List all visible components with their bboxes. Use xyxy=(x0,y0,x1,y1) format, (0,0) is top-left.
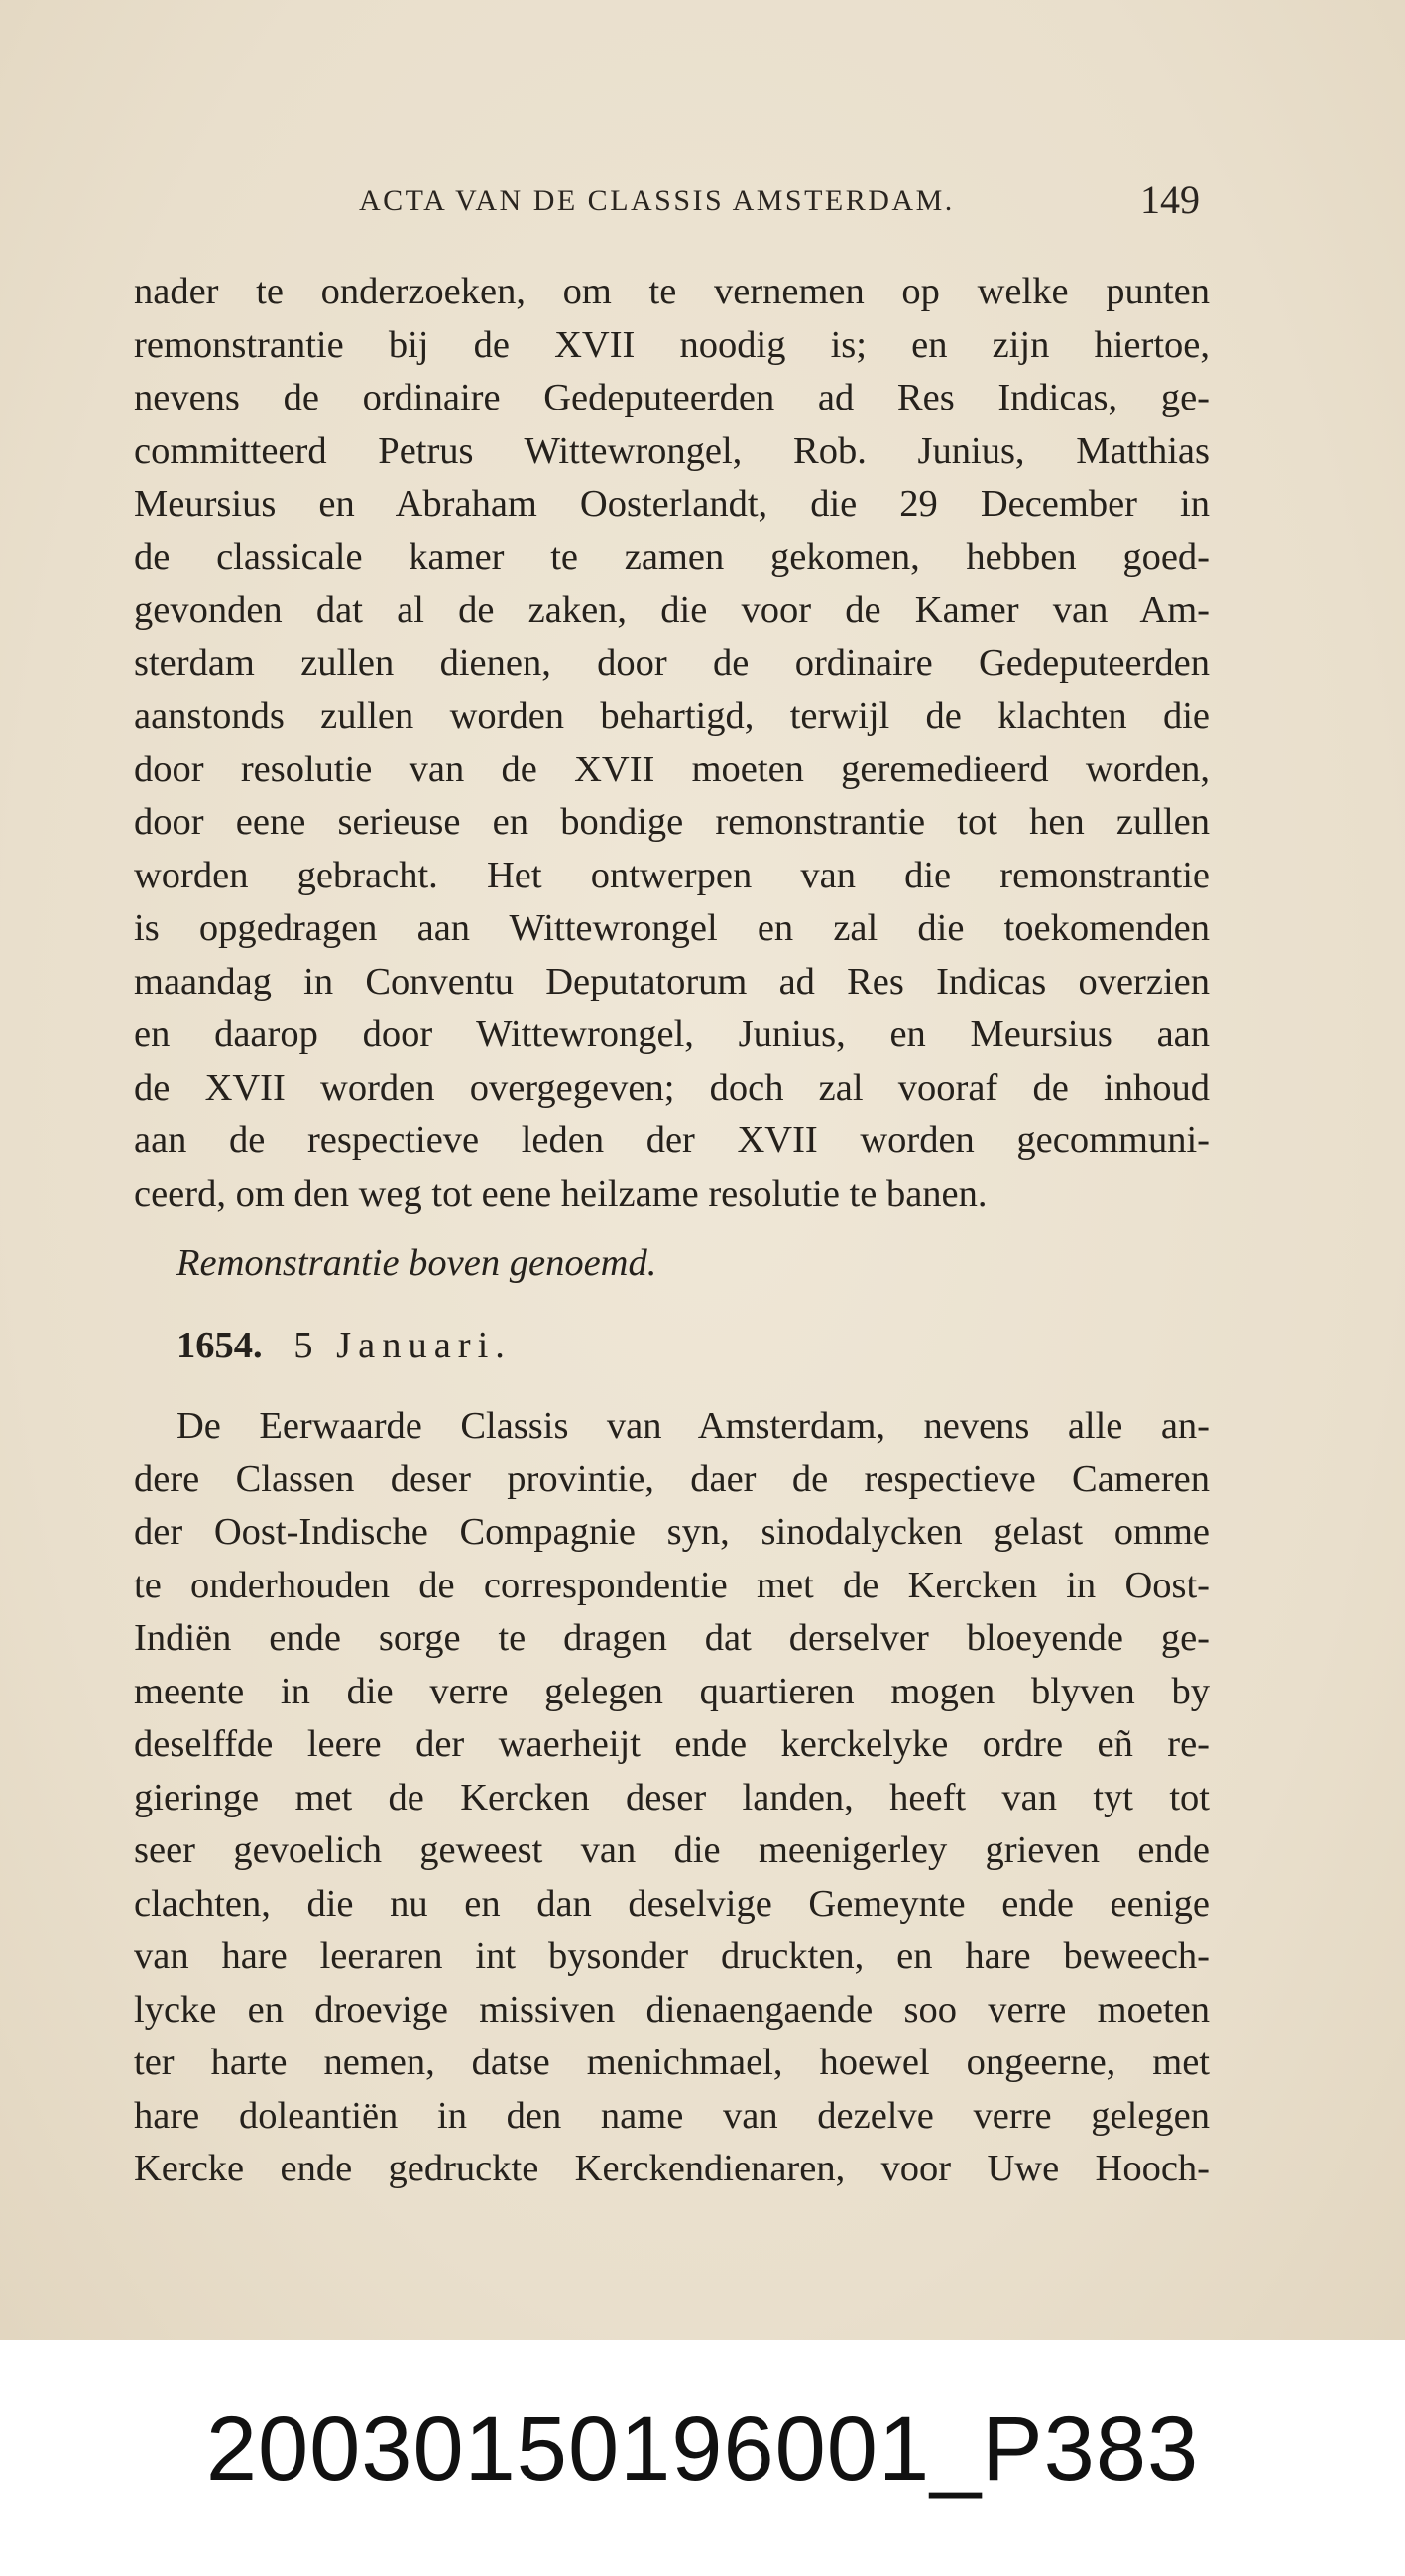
text-line: aan de respectieve leden der XVII worden gecommuni- xyxy=(134,1119,1210,1161)
text-line: en daarop door Wittewrongel, Junius, en Meursius aan xyxy=(134,1013,1210,1055)
entry-year: 1654. xyxy=(176,1325,263,1366)
text-line: deselffde leere der waerheijt ende kerckelyke ordre eñ re- xyxy=(134,1723,1210,1765)
scan-label-strip xyxy=(0,2340,1405,2576)
text-line: door resolutie van de XVII moeten geremedieerd worden, xyxy=(134,748,1210,790)
text-line: Indiën ende sorge te dragen dat derselver bloeyende ge- xyxy=(134,1617,1210,1659)
text-line: sterdam zullen dienen, door de ordinaire Gedeputeerden xyxy=(134,642,1210,684)
text-line: worden gebracht. Het ontwerpen van die remonstrantie xyxy=(134,854,1210,896)
text-line: Kercke ende gedruckte Kerckendienaren, voor Uwe Hooch- xyxy=(134,2148,1210,2189)
scan-label: 20030150196001_P383 xyxy=(205,2399,1200,2500)
text-line: seer gevoelich geweest van die meenigerley grieven ende xyxy=(134,1829,1210,1871)
text-line: aanstonds zullen worden behartigd, terwijl de klachten die xyxy=(134,695,1210,737)
text-line: gevonden dat al de zaken, die voor de Kamer van Am- xyxy=(134,589,1210,631)
text-line: De Eerwaarde Classis van Amsterdam, nevens alle an- xyxy=(176,1405,1210,1447)
text-line: meente in die verre gelegen quartieren mogen blyven by xyxy=(134,1670,1210,1712)
text-line: gieringe met de Kercken deser landen, heeft van tyt tot xyxy=(134,1776,1210,1818)
text-line: van hare leeraren int bysonder druckten, en hare beweech- xyxy=(134,1935,1210,1977)
text-line: remonstrantie bij de XVII noodig is; en zijn hiertoe, xyxy=(134,323,1210,366)
entry-date: 5 Januari. xyxy=(293,1325,512,1366)
paragraph-2 xyxy=(134,1400,1210,2196)
text-line: maandag in Conventu Deputatorum ad Res Indicas overzien xyxy=(134,960,1210,1002)
text-line: clachten, die nu en dan deselvige Gemeynte ende eenige xyxy=(134,1882,1210,1925)
entry-heading xyxy=(176,1324,512,1367)
paragraph-1 xyxy=(134,266,1210,1221)
text-line: nader te onderzoeken, om te vernemen op welke punten xyxy=(134,271,1210,312)
text-line: door eene serieuse en bondige remonstrantie tot hen zullen xyxy=(134,801,1210,843)
text-line: is opgedragen aan Wittewrongel en zal die toekomenden xyxy=(134,907,1210,949)
text-line: committeerd Petrus Wittewrongel, Rob. Junius, Matthias xyxy=(134,429,1210,472)
text-line: ter harte nemen, datse menichmael, hoewel ongeerne, met xyxy=(134,2042,1210,2083)
text-line: nevens de ordinaire Gedeputeerden ad Res Indicas, ge- xyxy=(134,377,1210,418)
text-line: lycke en droevige missiven dienaengaende soo verre moeten xyxy=(134,1988,1210,2031)
text-line: dere Classen deser provintie, daer de respectieve Cameren xyxy=(134,1458,1210,1500)
document-caption: Remonstrantie boven genoemd. xyxy=(176,1242,657,1284)
text-line: der Oost-Indische Compagnie syn, sinodalycken gelast omme xyxy=(134,1511,1210,1553)
running-header xyxy=(174,176,1200,226)
text-line: hare doleantiën in den name van dezelve verre gelegen xyxy=(134,2094,1210,2137)
text-line: de classicale kamer te zamen gekomen, hebben goed- xyxy=(134,535,1210,578)
text-line: de XVII worden overgegeven; doch zal vooraf de inhoud xyxy=(134,1066,1210,1109)
page-number: 149 xyxy=(1140,177,1200,222)
text-line: Meursius en Abraham Oosterlandt, die 29 December in xyxy=(134,483,1210,525)
text-line: te onderhouden de correspondentie met de Kercken in Oost- xyxy=(134,1564,1210,1606)
text-line: ceerd, om den weg tot eene heilzame resolutie te banen. xyxy=(134,1172,988,1215)
running-title: ACTA VAN DE CLASSIS AMSTERDAM. xyxy=(359,184,955,217)
